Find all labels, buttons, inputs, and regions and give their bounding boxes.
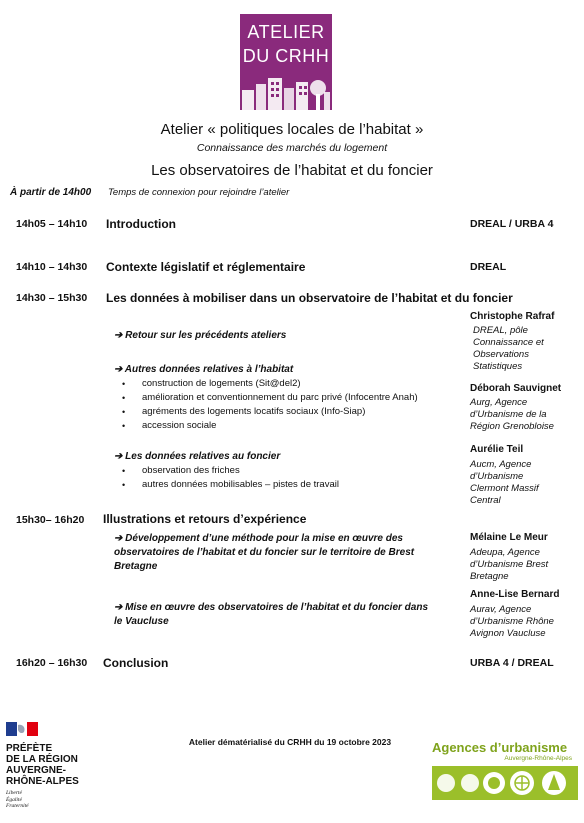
marianne-flag-icon [6, 722, 38, 736]
speaker-name: Aurélie Teil [470, 444, 524, 455]
speaker-org: Aucm, Agence d’Urbanisme Clermont Massif Central [470, 459, 539, 506]
speaker-name: Anne-Lise Bernard [470, 589, 560, 600]
item-methode-brest: ➔ Développement d’une méthode pour la mise en œuvre des observatoires de l’habitat et du foncier sur le territoire de Brest Bretagne [114, 533, 415, 572]
session-time-donnees: 14h30 – 15h30 [16, 292, 88, 304]
session-who-introduction: DREAL / URBA 4 [470, 218, 554, 230]
agences-title: Agences d’urbanisme [432, 740, 568, 755]
prefecture-logo [6, 722, 106, 810]
list-donnees-foncier [122, 464, 339, 492]
atelier-crhh-logo [240, 14, 332, 110]
agences-icons [432, 762, 578, 802]
speaker-org: DREAL, pôle Connaissance et Observations Statistiques [473, 325, 544, 372]
speaker-org: Adeupa, Agence d’Urbanisme Brest Bretagne [470, 547, 549, 582]
prefecture-line: DE LA RÉGION [6, 754, 78, 765]
list-item: • agréments des logements locatifs sociaux (Info-Siap) [122, 405, 418, 419]
session-time-illustrations: 15h30– 16h20 [16, 514, 85, 526]
session-title-conclusion: Conclusion [103, 656, 169, 670]
session-who-contexte: DREAL [470, 261, 507, 273]
session-time-conclusion: 16h20 – 16h30 [16, 657, 88, 669]
logo-line1: ATELIER [247, 22, 325, 42]
session-title-contexte: Contexte législatif et réglementaire [106, 260, 306, 274]
item-vaucluse: ➔ Mise en œuvre des observatoires de l’habitat et du foncier dans le Vaucluse [114, 602, 429, 627]
list-item: • amélioration et conventionnement du parc privé (Infocentre Anah) [122, 391, 418, 405]
speaker-name: Mélaine Le Meur [470, 532, 548, 543]
session-time-introduction: 14h05 – 14h10 [16, 218, 88, 230]
list-item: • observation des friches [122, 464, 339, 478]
agences-urbanisme-logo [432, 740, 578, 810]
session-time-contexte: 14h10 – 14h30 [16, 261, 88, 273]
item-retour-ateliers: ➔ Retour sur les précédents ateliers [114, 330, 287, 341]
atelier-title: Atelier « politiques locales de l’habitat » [160, 121, 424, 138]
footer-event-info: Atelier dématérialisé du CRHH du 19 octobre 2023 [188, 737, 392, 747]
list-donnees-habitat [122, 377, 418, 433]
list-item: • construction de logements (Sit@del2) [122, 377, 418, 391]
speaker-name: Déborah Sauvignet [470, 383, 562, 394]
session-title-illustrations: Illustrations et retours d’expérience [103, 512, 307, 526]
prefecture-line: PRÉFÈTE [6, 743, 53, 754]
prefecture-line: RHÔNE-ALPES [6, 776, 79, 787]
session-who-conclusion: URBA 4 / DREAL [470, 657, 554, 669]
motto-line: Fraternité [6, 803, 29, 809]
motto-line: Égalité [6, 796, 22, 803]
speaker-name: Christophe Rafraf [470, 311, 555, 322]
list-item: • accession sociale [122, 419, 418, 433]
intro-text: Temps de connexion pour rejoindre l’atelier [108, 187, 290, 198]
item-autres-donnees-habitat: ➔ Autres données relatives à l’habitat [114, 364, 294, 375]
atelier-subtitle: Connaissance des marchés du logement [196, 142, 388, 154]
item-donnees-foncier: ➔ Les données relatives au foncier [114, 451, 281, 462]
session-title-introduction: Introduction [106, 217, 176, 231]
speaker-org: Aurg, Agence d’Urbanisme de la Région Grenobloise [470, 397, 554, 432]
motto-line: Liberté [6, 790, 22, 796]
atelier-theme: Les observatoires de l’habitat et du foncier [151, 162, 433, 179]
speaker-org: Aurav, Agence d’Urbanisme Rhône Avignon Vaucluse [470, 604, 554, 639]
logo-line2: DU CRHH [242, 46, 330, 66]
session-title-donnees: Les données à mobiliser dans un observatoire de l’habitat et du foncier [106, 291, 513, 305]
buildings-illustration [240, 68, 332, 110]
agences-subtitle: Auvergne-Rhône-Alpes [504, 755, 572, 762]
list-item: • autres données mobilisables – pistes de travail [122, 478, 339, 492]
intro-time: À partir de 14h00 [10, 187, 92, 198]
prefecture-line: AUVERGNE- [6, 765, 67, 776]
